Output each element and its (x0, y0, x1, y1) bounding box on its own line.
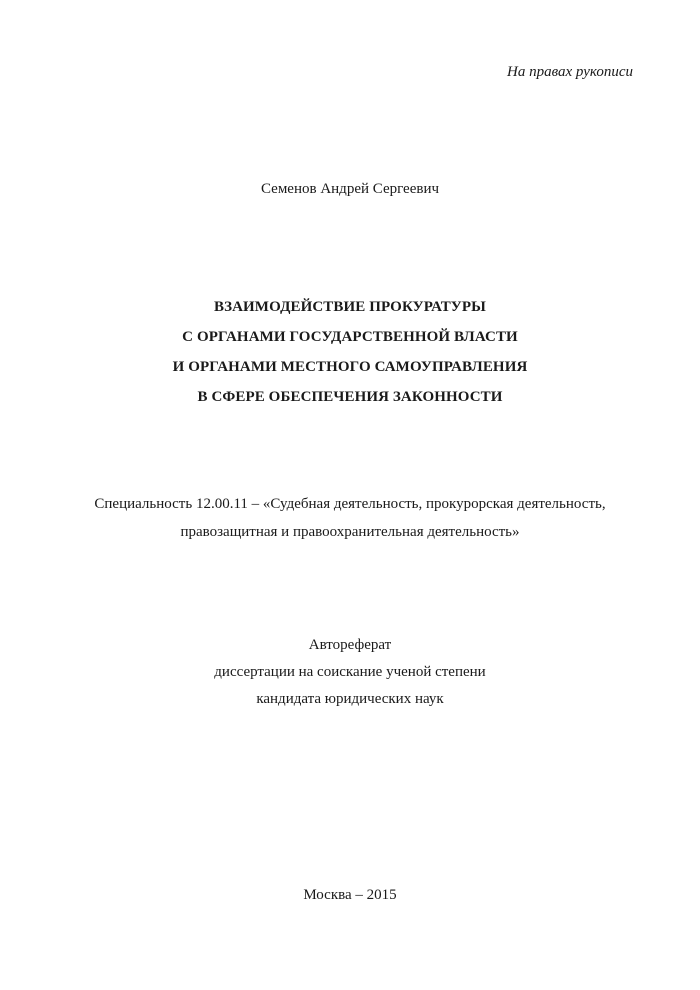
title-line: В СФЕРЕ ОБЕСПЕЧЕНИЯ ЗАКОННОСТИ (197, 389, 503, 405)
abstract-line: кандидата юридических наук (256, 691, 444, 707)
place-and-year: Москва – 2015 (303, 887, 397, 903)
title-line: И ОРГАНАМИ МЕСТНОГО САМОУПРАВЛЕНИЯ (172, 359, 528, 375)
specialty-block (0, 490, 700, 546)
title-line: С ОРГАНАМИ ГОСУДАРСТВЕННОЙ ВЛАСТИ (182, 329, 518, 345)
specialty-line: Специальность 12.00.11 – «Судебная деятельность, прокурорская деятельность, (94, 496, 606, 512)
title-line: ВЗАИМОДЕЙСТВИЕ ПРОКУРАТУРЫ (213, 299, 486, 315)
manuscript-rights-notice: На правах рукописи (507, 64, 633, 80)
abstract-description (0, 632, 700, 713)
specialty-line: правозащитная и правоохранительная деятельность» (180, 524, 520, 540)
abstract-line: диссертации на соискание ученой степени (214, 664, 486, 680)
author-name: Семенов Андрей Сергеевич (260, 181, 440, 197)
dissertation-title (0, 292, 700, 412)
abstract-heading: Автореферат (308, 637, 392, 653)
